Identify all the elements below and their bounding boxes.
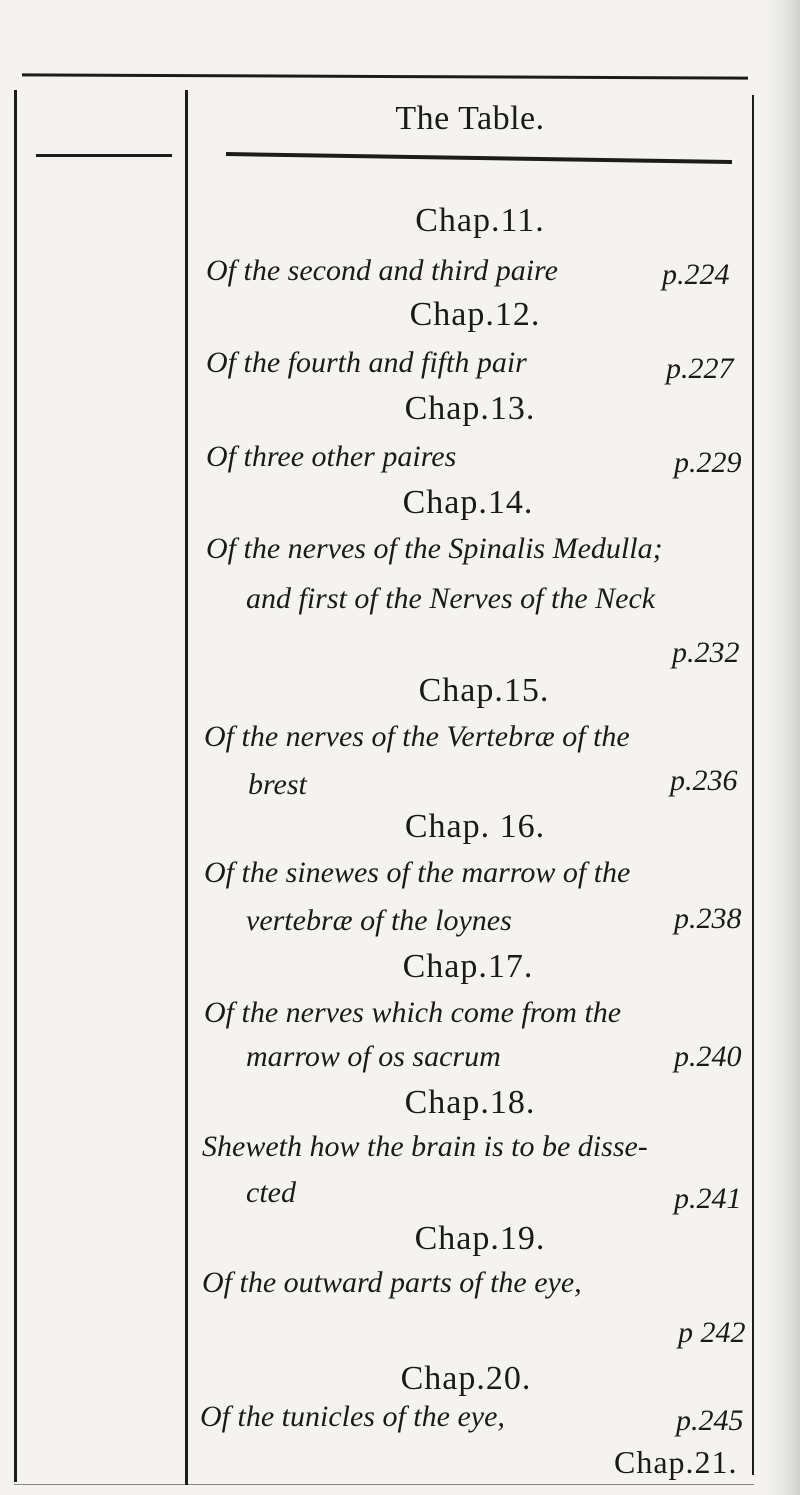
bottom-rule bbox=[14, 1484, 754, 1485]
page-ref: p.245 bbox=[676, 1404, 744, 1437]
entry-title: Of the nerves which come from the bbox=[204, 996, 622, 1029]
catchword: Chap.21. bbox=[614, 1444, 738, 1480]
entry-title: Of the nerves of the Vertebræ of the bbox=[204, 720, 630, 753]
chapter-heading: Chap.14. bbox=[402, 484, 534, 521]
chapter-heading: Chap.12. bbox=[409, 296, 541, 333]
page-ref: p.236 bbox=[670, 764, 738, 797]
page-ref: p.224 bbox=[662, 258, 730, 291]
chapter-heading: Chap. 16. bbox=[404, 808, 546, 845]
page-ref: p.232 bbox=[672, 636, 740, 669]
chapter-heading: Chap.13. bbox=[404, 390, 536, 427]
entry-title: Of three other paires bbox=[206, 440, 457, 473]
page-ref: p.227 bbox=[666, 352, 734, 385]
page-edge-shadow bbox=[766, 0, 800, 1495]
chapter-heading: Chap.15. bbox=[418, 672, 550, 709]
entry-title: Of the second and third paire bbox=[206, 254, 558, 287]
entry-title: Of the tunicles of the eye, bbox=[200, 1400, 505, 1433]
entry-title: Of the nerves of the Spinalis Medulla; bbox=[206, 532, 663, 565]
page-ref: p.238 bbox=[674, 902, 742, 935]
heading-rule bbox=[226, 152, 732, 164]
entry-title-continued: brest bbox=[248, 768, 307, 801]
left-margin-rule bbox=[14, 90, 17, 1482]
entry-title-continued: vertebræ of the loynes bbox=[246, 904, 512, 937]
chapter-heading: Chap.19. bbox=[414, 1220, 546, 1257]
page-ref: p.240 bbox=[674, 1040, 742, 1073]
page-ref: p.241 bbox=[674, 1182, 742, 1215]
entry-title: Of the sinewes of the marrow of the bbox=[204, 856, 631, 889]
chapter-heading: Chap.20. bbox=[400, 1360, 532, 1397]
right-margin-rule bbox=[752, 95, 754, 1475]
entry-title: Of the outward parts of the eye, bbox=[202, 1266, 582, 1299]
entry-title-continued: cted bbox=[246, 1176, 296, 1209]
entry-title-continued: and first of the Nerves of the Neck bbox=[246, 582, 656, 615]
chapter-heading: Chap.11. bbox=[415, 202, 545, 239]
top-rule bbox=[22, 73, 748, 79]
page-ref: p.229 bbox=[674, 446, 742, 479]
chapter-heading: Chap.17. bbox=[402, 948, 534, 985]
running-head: The Table. bbox=[395, 100, 545, 137]
page-ref: p 242 bbox=[678, 1316, 746, 1349]
entry-title: Sheweth how the brain is to be disse- bbox=[202, 1130, 648, 1163]
entry-title-continued: marrow of os sacrum bbox=[246, 1040, 501, 1073]
entry-title: Of the fourth and fifth pair bbox=[206, 346, 527, 379]
chapter-heading: Chap.18. bbox=[404, 1084, 536, 1121]
margin-dash bbox=[36, 154, 172, 157]
column-divider-rule bbox=[185, 90, 188, 1485]
